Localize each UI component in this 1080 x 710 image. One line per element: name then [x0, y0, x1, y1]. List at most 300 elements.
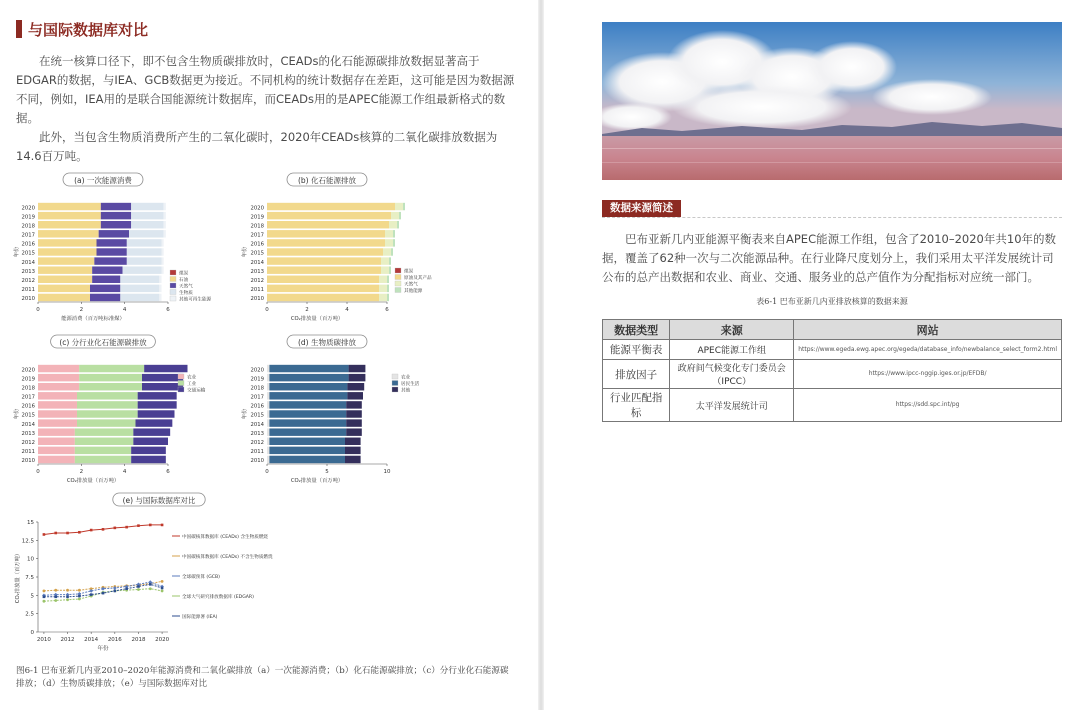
tick-label-y: 2020 [250, 205, 264, 212]
legend-label: 煤炭 [404, 269, 414, 275]
data-point [90, 593, 93, 596]
legend-label: 生物质 [179, 291, 193, 296]
bar-segment [347, 383, 364, 390]
legend-label: 天然气 [404, 282, 418, 288]
bar-segment [120, 294, 159, 301]
bar-segment [379, 294, 387, 301]
bar-segment [38, 276, 92, 283]
data-point [66, 532, 69, 535]
bar-segment [347, 392, 363, 399]
legend-swatch [170, 290, 176, 295]
bar-segment [387, 285, 389, 292]
tick-label-x: 2010 [36, 637, 51, 643]
tick-label-y: 2010 [250, 458, 264, 465]
bar-segment [38, 294, 90, 301]
data-point [43, 533, 46, 536]
bar-segment [129, 230, 164, 237]
bar-segment [269, 401, 346, 408]
legend-swatch [178, 374, 184, 379]
tick-label-y: 2016 [250, 241, 264, 248]
bar-segment [267, 239, 385, 246]
bar-segment [38, 221, 101, 228]
bar-segment [267, 383, 269, 390]
data-point [78, 531, 81, 534]
bar-segment [349, 365, 366, 372]
bar-segment [77, 392, 138, 399]
tick-label-y: 2019 [250, 214, 264, 221]
legend-label: 其他可再生能源 [179, 297, 212, 303]
chart-primary-energy [14, 172, 224, 332]
data-point [149, 587, 152, 590]
tick-label-y: 2017 [250, 394, 264, 401]
tick-label-y: 2020 [250, 367, 264, 374]
tick-label-y: 2014 [21, 421, 35, 428]
tick-label-y: 2011 [250, 287, 264, 294]
tick-label-x: 4 [122, 307, 127, 313]
bar-segment [387, 276, 389, 283]
table-row [603, 340, 1062, 360]
bar-segment [131, 203, 164, 210]
chart-database-comparison [14, 490, 274, 655]
bar-segment [101, 221, 131, 228]
tick-label-y: 2015 [21, 412, 35, 419]
bar-segment [346, 419, 362, 426]
tick-label-y: 12.5 [21, 538, 34, 545]
legend-label: 工业 [187, 382, 197, 387]
page-gutter [538, 0, 544, 710]
tick-label-x: 4 [122, 469, 127, 475]
legend-label: 天然气 [179, 284, 193, 290]
legend-label: 全球大气研究排放数据库 (EDGAR) [182, 595, 254, 600]
y-axis-label: 年份 [14, 408, 20, 420]
table-header-source: 来源 [670, 320, 794, 340]
data-point [78, 589, 81, 592]
bar-segment [138, 392, 177, 399]
legend-label: 农业 [401, 375, 411, 381]
legend-swatch [392, 374, 398, 379]
bar-segment [97, 239, 127, 246]
bar-segment [120, 276, 159, 283]
tick-label-y: 2014 [250, 259, 264, 266]
data-point [78, 598, 81, 601]
bar-segment [79, 374, 142, 381]
bar-segment [75, 428, 134, 435]
bar-segment [94, 257, 127, 264]
bar-segment [387, 294, 389, 301]
bar-segment [38, 248, 97, 255]
bar-segment [131, 456, 166, 463]
bar-segment [395, 203, 403, 210]
tick-label-y: 2013 [250, 268, 264, 275]
bar-segment [269, 392, 347, 399]
tick-label-x: 6 [166, 307, 170, 313]
bar-segment [77, 410, 138, 417]
chart-title: (e) 与国际数据库对比 [122, 496, 196, 505]
bar-segment [267, 456, 269, 463]
bar-segment [131, 212, 164, 219]
bar-segment [383, 248, 391, 255]
tick-label-x: 5 [325, 469, 329, 475]
legend-swatch [178, 381, 184, 386]
bar-segment [267, 374, 269, 381]
bar-segment [133, 438, 168, 445]
section-title-bar [16, 20, 22, 38]
legend-label: 国际能源署 (IEA) [182, 615, 218, 620]
bar-segment [267, 447, 269, 454]
chart-title: (d) 生物质碳排放 [298, 338, 356, 347]
tick-label-y: 2013 [21, 268, 35, 275]
x-axis-label: CO₂排放量（百万吨） [66, 478, 120, 484]
table-title: 表6-1 巴布亚新几内亚排放核算的数据来源 [756, 297, 908, 306]
tick-label-y: 2018 [250, 385, 264, 392]
bar-segment [38, 383, 79, 390]
bar-segment [38, 212, 101, 219]
table-cell-link[interactable]: https://www.ipcc-nggip.iges.or.jp/EFDB/ [794, 360, 1062, 389]
body-paragraph-2: 此外，当包含生物质消费所产生的二氧化碳时，2020年CEADs核算的二氧化碳排放数据为14.6百万吨。 [16, 130, 498, 163]
data-point [114, 590, 117, 593]
tick-label-y: 2012 [250, 440, 264, 446]
bar-segment [164, 203, 166, 210]
bar-segment [38, 428, 75, 435]
bar-segment [131, 221, 164, 228]
landscape-photo [602, 22, 1062, 180]
bar-segment [164, 230, 166, 237]
tick-label-y: 2012 [21, 278, 35, 284]
tick-label-x: 2012 [60, 637, 75, 643]
bar-segment [379, 285, 387, 292]
bar-segment [346, 401, 362, 408]
tick-label-y: 2016 [21, 403, 35, 410]
tick-label-y: 2019 [21, 214, 35, 221]
body-paragraph-1: 在统一核算口径下，即不包含生物质碳排放时，CEADs的化石能源碳排放数据显著高于EDGAR的数据，与IEA、GCB数据更为接近。不同机构的统计数据存在差距，这可能是因为数据源不同，例如，IEA用的是联合国能源统计数据库，而CEADs用的是APEC能源工作组最新格式的数据。 [16, 54, 515, 125]
legend-swatch [392, 381, 398, 386]
data-point [137, 588, 140, 591]
bar-segment [38, 257, 94, 264]
bar-segment [127, 248, 162, 255]
tick-label-y: 2015 [250, 412, 264, 419]
tick-label-y: 2019 [250, 376, 264, 383]
table-cell-type: 能源平衡表 [603, 340, 670, 360]
x-axis-label: CO₂排放量（百万吨） [290, 316, 344, 322]
bar-segment [269, 456, 345, 463]
bar-segment [385, 230, 393, 237]
tick-label-y: 7.5 [25, 575, 34, 581]
data-point [102, 592, 105, 595]
legend-label: 交通运输 [187, 388, 206, 394]
bar-segment [77, 401, 138, 408]
tick-label-y: 2016 [21, 241, 35, 248]
bar-segment [267, 419, 269, 426]
bar-segment [267, 285, 379, 292]
bar-segment [99, 230, 129, 237]
bar-segment [267, 438, 269, 445]
bar-segment [269, 428, 346, 435]
chart-biomass-emissions [242, 334, 442, 486]
legend-label: 居民生活 [401, 382, 420, 387]
data-point [149, 524, 152, 527]
chart-title: (c) 分行业化石能源碳排放 [59, 338, 147, 347]
bar-segment [123, 266, 162, 273]
data-point [137, 585, 140, 588]
bar-segment [38, 285, 90, 292]
bar-segment [389, 257, 391, 264]
legend-label: 农业 [187, 375, 197, 381]
bar-segment [131, 447, 166, 454]
bar-segment [90, 285, 120, 292]
data-point [89, 589, 93, 593]
chart-fossil-emissions [242, 172, 442, 332]
legend-swatch [395, 288, 401, 293]
tick-label-x: 10 [383, 469, 391, 475]
bar-segment [269, 438, 345, 445]
data-point [54, 589, 57, 592]
tick-label-x: 6 [166, 469, 170, 475]
data-point [43, 600, 46, 603]
tick-label-y: 2015 [250, 250, 264, 257]
x-axis-label: 年份 [97, 646, 109, 652]
bar-segment [159, 285, 161, 292]
bar-segment [120, 285, 159, 292]
bar-segment [97, 248, 127, 255]
tick-label-y: 2018 [21, 223, 35, 230]
tick-label-y: 5 [30, 593, 34, 600]
bar-segment [92, 266, 122, 273]
tick-label-y: 2020 [21, 367, 35, 374]
data-point [161, 590, 164, 593]
tick-label-y: 2018 [250, 223, 264, 230]
tick-label-x: 2 [79, 469, 84, 475]
bar-segment [345, 438, 361, 445]
data-point [102, 528, 105, 531]
table-cell-link[interactable]: https://www.egeda.ewg.apec.org/egeda/database_info/newbalance_select_form2.html [794, 340, 1062, 360]
tick-label-x: 2014 [84, 637, 99, 643]
legend-label: 其他能源 [404, 289, 423, 294]
y-axis-label: 年份 [14, 246, 20, 258]
bar-segment [144, 365, 187, 372]
bar-segment [381, 257, 389, 264]
data-point [161, 580, 164, 583]
data-point [54, 532, 57, 535]
table-cell-type: 排放因子 [603, 360, 670, 389]
bar-segment [269, 410, 346, 417]
tick-label-y: 10 [27, 556, 34, 563]
table-header-website: 网站 [794, 320, 1062, 340]
bar-segment [379, 276, 387, 283]
tick-label-y: 2019 [21, 376, 35, 383]
table-row [603, 360, 1062, 389]
data-source-table [602, 319, 1062, 422]
bar-segment [138, 401, 177, 408]
legend-label: 全球碳预算 (GCB) [182, 575, 220, 580]
legend-swatch [170, 277, 176, 282]
data-point [125, 587, 128, 590]
legend-label: 中国碳核算数据库 (CEADs) 不含生物质燃烧 [182, 555, 273, 560]
tick-label-x: 2018 [131, 637, 146, 643]
bar-segment [267, 401, 269, 408]
y-axis-label: 年份 [242, 246, 248, 258]
tick-label-x: 0 [36, 469, 40, 475]
table-cell-source: 政府间气候变化专门委员会（IPCC） [670, 360, 794, 389]
bar-segment [389, 221, 397, 228]
tick-label-y: 15 [27, 520, 34, 526]
data-point [43, 590, 46, 593]
table-cell-source: APEC能源工作组 [670, 340, 794, 360]
tick-label-x: 2 [305, 307, 309, 313]
bar-segment [349, 374, 366, 381]
bar-segment [346, 410, 362, 417]
bar-segment [127, 239, 162, 246]
tick-label-x: 0 [265, 307, 269, 313]
tick-label-y: 0 [30, 630, 34, 636]
bar-segment [75, 447, 131, 454]
legend-swatch [170, 296, 176, 301]
bar-segment [159, 294, 161, 301]
legend-swatch [395, 281, 401, 286]
bar-segment [79, 383, 142, 390]
bar-segment [267, 428, 269, 435]
chart-title: (a) 一次能源消费 [74, 176, 132, 185]
bar-segment [101, 203, 131, 210]
tick-label-y: 2.5 [25, 611, 34, 618]
data-point [90, 529, 93, 532]
legend-swatch [178, 387, 184, 392]
bar-segment [162, 257, 164, 264]
data-point [125, 526, 128, 529]
bar-segment [142, 383, 183, 390]
bar-segment [142, 374, 183, 381]
tick-label-y: 2010 [21, 458, 35, 465]
bar-segment [267, 266, 381, 273]
bar-segment [267, 294, 379, 301]
bar-segment [159, 276, 161, 283]
data-point [161, 524, 164, 527]
bar-segment [38, 447, 75, 454]
bar-segment [385, 239, 393, 246]
bar-segment [267, 203, 395, 210]
bar-segment [267, 410, 269, 417]
tick-label-y: 2010 [21, 296, 35, 303]
bar-segment [393, 230, 395, 237]
chart-sectoral-emissions [14, 334, 224, 486]
bar-segment [38, 456, 75, 463]
bar-segment [75, 456, 131, 463]
data-point [114, 527, 117, 530]
table-cell-link[interactable]: https://sdd.spc.int/pg [794, 389, 1062, 422]
tick-label-y: 2011 [21, 449, 35, 456]
bar-segment [267, 212, 391, 219]
legend-swatch [392, 387, 398, 392]
bar-segment [38, 266, 92, 273]
bar-segment [393, 239, 395, 246]
section-title [16, 18, 148, 40]
bar-segment [269, 419, 346, 426]
tick-label-x: 0 [36, 307, 40, 313]
data-point [161, 587, 164, 590]
bar-segment [346, 428, 362, 435]
tick-label-y: 2012 [21, 440, 35, 446]
tick-label-y: 2015 [21, 250, 35, 257]
tick-label-y: 2014 [21, 259, 35, 266]
table-cell-source: 太平洋发展统计司 [670, 389, 794, 422]
x-axis-label: CO₂排放量（百万吨） [290, 478, 344, 484]
legend-label: 石油 [179, 278, 189, 283]
section-title-text: 与国际数据库对比 [28, 20, 149, 39]
legend-swatch [170, 283, 176, 288]
bar-segment [38, 419, 77, 426]
bar-segment [92, 276, 120, 283]
bar-segment [391, 248, 393, 255]
bar-segment [38, 374, 79, 381]
bar-segment [38, 239, 97, 246]
tick-label-x: 6 [385, 307, 389, 313]
bar-segment [38, 401, 77, 408]
tick-label-x: 2020 [155, 637, 170, 643]
y-axis-label: CO₂排放量（百万吨） [15, 550, 21, 604]
tick-label-y: 2013 [21, 430, 35, 437]
legend-label: 煤炭 [179, 271, 189, 277]
bar-segment [269, 447, 345, 454]
data-point [78, 595, 81, 598]
section-divider [602, 217, 1062, 218]
data-point [66, 589, 69, 592]
legend-label: 中国碳核算数据库 (CEADs) 含生物质燃烧 [182, 535, 269, 540]
bar-segment [267, 392, 269, 399]
data-point [43, 596, 46, 599]
tick-label-y: 2013 [250, 430, 264, 437]
bar-segment [38, 392, 77, 399]
legend-label: 原油及其产品 [404, 276, 432, 281]
data-point [149, 583, 152, 586]
table-header-type: 数据类型 [603, 320, 670, 340]
bar-segment [381, 266, 389, 273]
bar-segment [38, 230, 99, 237]
bar-segment [75, 438, 134, 445]
tick-label-y: 2010 [250, 296, 264, 303]
section-tag: 数据来源简述 [602, 200, 681, 217]
bar-segment [267, 257, 381, 264]
bar-segment [345, 447, 361, 454]
tick-label-y: 2012 [250, 278, 264, 284]
tick-label-y: 2016 [250, 403, 264, 410]
bar-segment [38, 438, 75, 445]
bar-segment [38, 203, 101, 210]
data-point [66, 596, 69, 599]
data-source-paragraph: 巴布亚新几内亚能源平衡表来自APEC能源工作组，包含了2010–2020年共10年的数据，覆盖了62种一次与二次能源品种。在行业降尺度划分上，我们采用太平洋发展统计司公布的总产出数据和农业、商业、交通、服务业的总产值作为分配指标对应统一部门。 [602, 232, 1057, 284]
data-point [54, 596, 57, 599]
bar-segment [79, 365, 144, 372]
bar-segment [345, 456, 361, 463]
bar-segment [267, 221, 389, 228]
bar-segment [138, 410, 175, 417]
data-point [137, 524, 140, 527]
bar-segment [269, 365, 348, 372]
bar-segment [403, 203, 405, 210]
bar-segment [389, 266, 391, 273]
bar-segment [399, 212, 401, 219]
tick-label-y: 2017 [21, 232, 35, 239]
legend-label: 其他 [401, 388, 411, 394]
bar-segment [397, 221, 399, 228]
bar-segment [101, 212, 131, 219]
table-cell-type: 行业匹配指标 [603, 389, 670, 422]
bar-segment [267, 230, 385, 237]
legend-swatch [395, 268, 401, 273]
tick-label-x: 2016 [107, 637, 122, 643]
tick-label-x: 0 [265, 469, 269, 475]
bar-segment [127, 257, 162, 264]
tick-label-y: 2017 [21, 394, 35, 401]
figure-caption: 图6-1 巴布亚新几内亚2010–2020年能源消费和二氧化碳排放（a）一次能源消费；（b）化石能源碳排放；（c）分行业化石能源碳排放；（d）生物质碳排放；（e）与国际数据库对比 [16, 666, 509, 689]
